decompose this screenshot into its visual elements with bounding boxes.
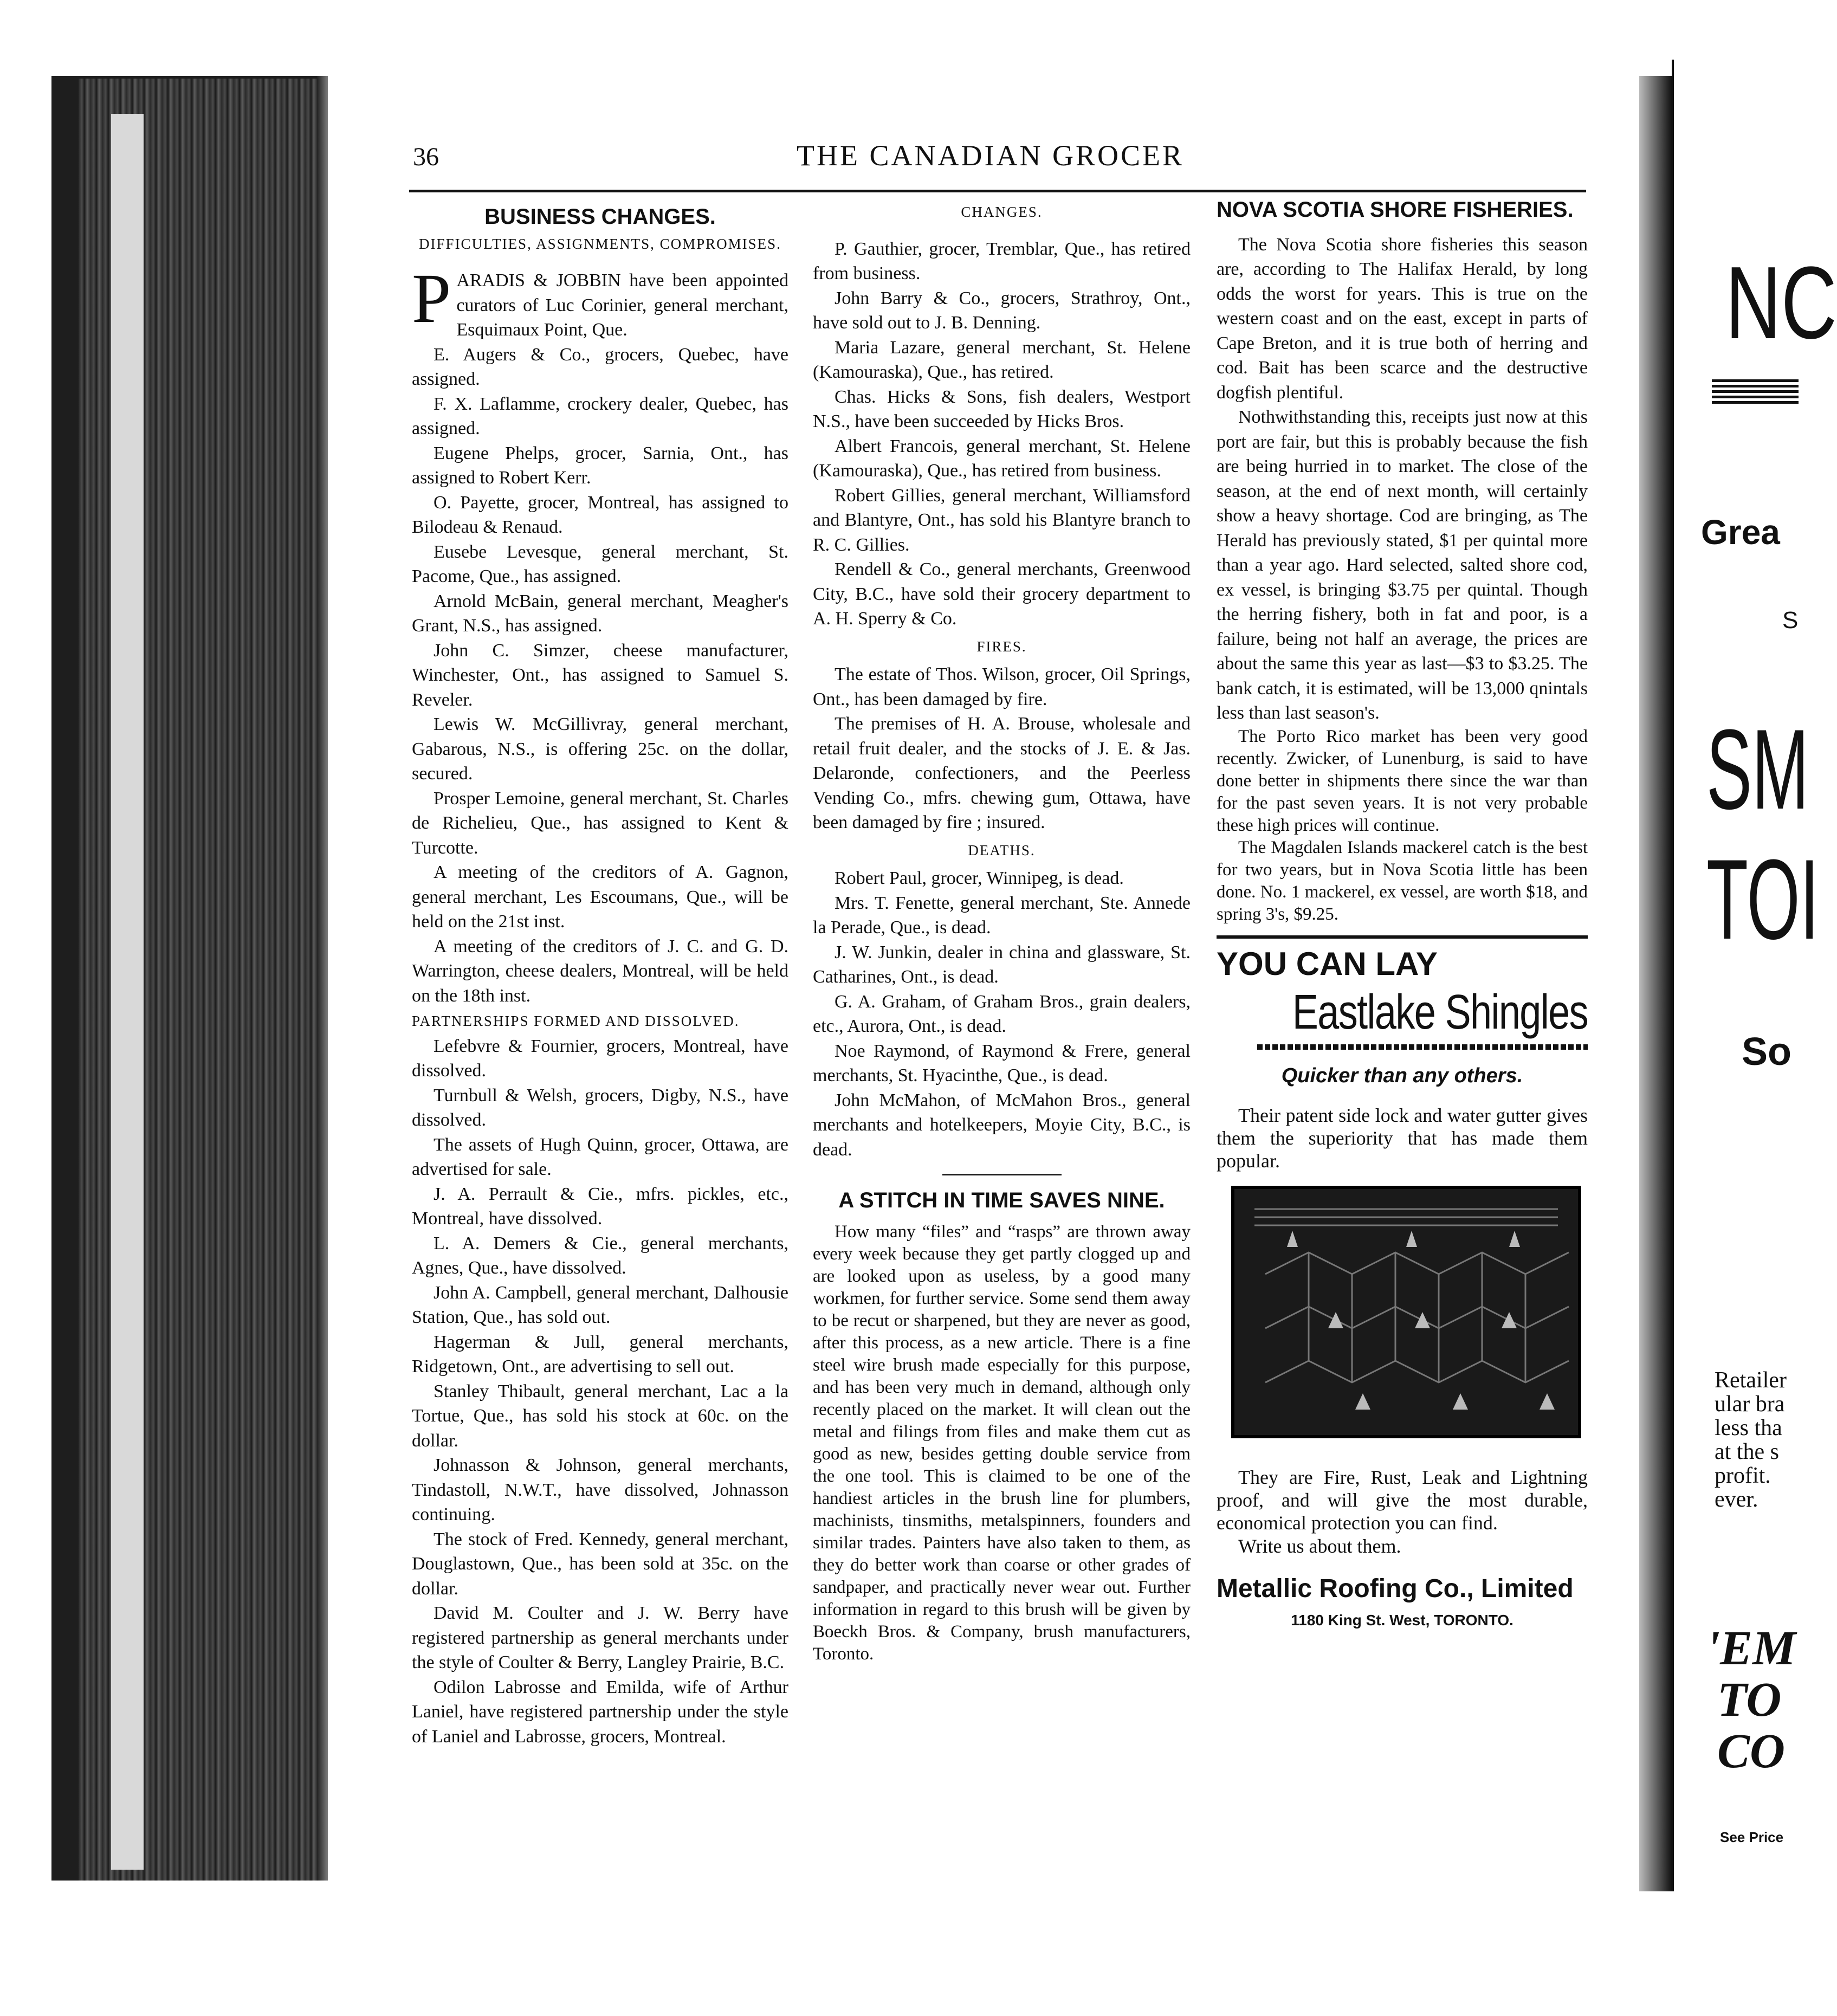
right-line-3: S [1782,607,1799,634]
entry-paragraph: David M. Coulter and J. W. Berry have registered partnership as general merchants under the style of Coulter & Berry, Langley Prairie, B.C. [412,1603,788,1672]
right-para-line: ular bra [1715,1392,1785,1417]
right-line-9: CO [1717,1724,1786,1778]
right-line-7: 'EM [1706,1621,1796,1675]
entry-paragraph: The estate of Thos. Wilson, grocer, Oil Springs, Ont., has been damaged by fire. [813,664,1191,709]
entry-paragraph: Johnasson & Johnson, general merchants, Tindastoll, N.W.T., have dissolved, Johnasson continuing. [412,1455,788,1524]
right-line-1: NC [1725,245,1837,360]
entry-paragraph: Turnbull & Welsh, grocers, Digby, N.S., have dissolved. [412,1085,788,1130]
section-separator [942,1174,1062,1175]
entry-paragraph: Odilon Labrosse and Emilda, wife of Arthur Laniel, have registered partnership under the style of Laniel and Labrosse, grocers, Montreal. [412,1677,788,1747]
nova-scotia-heading: NOVA SCOTIA SHORE FISHERIES. [1217,198,1574,222]
right-gutter [1639,76,1672,1891]
ns-paragraph: Nothwithstanding this, receipts just now at this port are fair, but this is probably because the fish are being hurried in to market. The close of the season, at the end of next month, will certainly show a heavy shortage. Cod are bringing, as The Herald has previously stated, $1 per quintal more than a year ago. Hard selected, salted shore cod, ex vessel, is bringing $3.75 per quintal. Though the herring fishery, both in fat and poor, is a failure, being not half an average, the prices are about the same this year as last—$3 to $3.25. The bank catch, it is estimated, will be 13,000 qnintals less than last season's. [1217,407,1588,723]
right-rules [1712,379,1799,404]
entry-paragraph: Rendell & Co., general merchants, Greenwood City, B.C., have sold their grocery department to A. H. Sperry & Co. [813,559,1191,629]
ad-address: 1180 King St. West, TORONTO. [1291,1611,1513,1629]
right-para-line: ever. [1715,1487,1758,1512]
entry-paragraph: Stanley Thibault, general merchant, Lac a la Tortue, Que., has sold his stock at 60c. on the dollar. [412,1381,788,1451]
page-number: 36 [413,143,439,171]
entry-paragraph: Lewis W. McGillivray, general merchant, Gabarous, N.S., is offering 25c. on the dollar, secured. [412,714,788,784]
stitch-body: How many “files” and “rasps” are thrown away every week because they get partly clogged up and are looked upon as useless, by a good many workmen, for further service. Some send them away to be recut or sharpened, but they are never as good, after this process, as a new article. There is a fine steel wire brush made especially for this purpose, and has been very much in demand, although only recently placed on the market. It will clean out the metal and filings from files and make them cut as good as new, besides getting double service from the one tool. This is claimed to be one of the handiest articles in the brush line for plumbers, machinists, tinsmiths, metalspinners, founders and similar trades. Painters have also taken to them, as they do better work than coarse or other grades of sandpaper, and practically never wear out. Further information in regard to this brush will be given by Boeckh Bros. & Company, brush manufacturers, Toronto. [813,1222,1191,1664]
ns-paragraph: The Porto Rico market has been very good recently. Zwicker, of Lunenburg, is said to have done better in shipments there since the war than for the past seven years. It is not very probable these high prices will continue. [1217,726,1588,835]
ad-body-2: They are Fire, Rust, Leak and Lightning proof, and will give the most durable, economical protection you can find. [1217,1466,1588,1534]
entry-paragraph: J. A. Perrault & Cie., mfrs. pickles, etc., Montreal, have dissolved. [412,1184,788,1229]
right-page-partial [1672,60,1837,1891]
deaths-list [813,866,1191,1162]
right-line-5: TOI [1706,836,1819,963]
first-entry-text: ARADIS & JOBBIN have been appointed curators of Luc Corinier, general merchant, Esquimaux Point, Que. [456,270,788,340]
ad-write-us: Write us about them. [1238,1535,1401,1557]
entry-paragraph: E. Augers & Co., grocers, Quebec, have assigned. [412,344,788,389]
changes-list [813,237,1191,631]
ad-body-1: Their patent side lock and water gutter gives them the superiority that has made them popular. [1217,1104,1588,1172]
shingle-illustration [1233,1187,1580,1437]
entry-paragraph: Arnold McBain, general merchant, Meagher's Grant, N.S., has assigned. [412,591,788,636]
column-changes [813,198,1191,1665]
entry-paragraph: O. Payette, grocer, Montreal, has assigned to Bilodeau & Renaud. [412,492,788,537]
right-line-8: TO [1717,1673,1782,1727]
right-line-6: So [1742,1030,1792,1074]
page-edges-highlight [111,114,144,1870]
partnerships-heading: PARTNERSHIPS FORMED AND DISSOLVED. [412,1013,740,1029]
ns-paragraph: The Magdalen Islands mackerel catch is the best for two years, but in Nova Scotia little has been done. No. 1 mackerel, ex vessel, are worth $18, and spring 3's, $9.25. [1217,837,1588,924]
right-line-4: SM [1706,706,1809,833]
right-para-line: Retailer [1715,1368,1787,1393]
right-para-line: profit. [1715,1463,1771,1488]
running-title: THE CANADIAN GROCER [797,139,1184,172]
entry-paragraph: Hagerman & Jull, general merchants, Ridgetown, Ont., are advertising to sell out. [412,1332,788,1377]
entry-paragraph: Robert Gillies, general merchant, Williamsford and Blantyre, Ont., has sold his Blantyre branch to R. C. Gillies. [813,485,1191,555]
stitch-heading: A STITCH IN TIME SAVES NINE. [838,1188,1165,1212]
entry-paragraph: Noe Raymond, of Raymond & Frere, general merchants, St. Hyacinthe, Que., is dead. [813,1041,1191,1085]
header-rule [409,190,1586,192]
ad-divider [1217,935,1588,939]
entry-paragraph: Lefebvre & Fournier, grocers, Montreal, have dissolved. [412,1036,788,1081]
right-line-2: Grea [1701,513,1780,552]
entry-paragraph: A meeting of the creditors of J. C. and G. D. Warrington, cheese dealers, Montreal, will be held on the 18th inst. [412,936,788,1006]
fires-list [813,662,1191,835]
deaths-heading: DEATHS. [968,842,1036,858]
entry-paragraph: The stock of Fred. Kennedy, general merchant, Douglastown, Que., has been sold at 35c. on the dollar. [412,1529,788,1599]
ad-tagline: Quicker than any others. [1281,1064,1523,1087]
difficulties-list [412,343,788,1009]
partnerships-list [412,1034,788,1749]
entry-paragraph: Eusebe Levesque, general merchant, St. Pacome, Que., has assigned. [412,541,788,586]
first-entry [412,260,788,343]
right-para-line: at the s [1715,1439,1779,1464]
difficulties-heading: DIFFICULTIES, ASSIGNMENTS, COMPROMISES. [419,235,781,252]
changes-heading: CHANGES. [961,204,1043,220]
column-nova-scotia [1217,198,1588,1632]
entry-paragraph: F. X. Laflamme, crockery dealer, Quebec, has assigned. [412,393,788,438]
right-paragraph [1715,1368,1787,1511]
right-foot: See Price [1720,1829,1784,1845]
entry-paragraph: John McMahon, of McMahon Bros., general merchants and hotelkeepers, Moyie City, B.C., is dead. [813,1090,1191,1160]
fires-heading: FIRES. [976,638,1027,655]
entry-paragraph: Chas. Hicks & Sons, fish dealers, Westport N.S., have been succeeded by Hicks Bros. [813,386,1191,431]
entry-paragraph: John A. Campbell, general merchant, Dalhousie Station, Que., has sold out. [412,1282,788,1327]
entry-paragraph: P. Gauthier, grocer, Tremblar, Que., has retired from business. [813,238,1191,283]
column-business-changes [412,205,788,1749]
entry-paragraph: Mrs. T. Fenette, general merchant, Ste. Annede la Perade, Que., is dead. [813,893,1191,938]
eastlake-ad [1217,945,1588,1633]
entry-paragraph: John C. Simzer, cheese manufacturer, Winchester, Ont., has assigned to Samuel S. Reveler. [412,640,788,710]
entry-paragraph: Eugene Phelps, grocer, Sarnia, Ont., has assigned to Robert Kerr. [412,443,788,488]
business-changes-heading: BUSINESS CHANGES. [484,205,716,229]
entry-paragraph: L. A. Demers & Cie., general merchants, Agnes, Que., have dissolved. [412,1233,788,1278]
entry-paragraph: J. W. Junkin, dealer in china and glassware, St. Catharines, Ont., is dead. [813,942,1191,987]
ns-paragraph: The Nova Scotia shore fisheries this season are, according to The Halifax Herald, by long odds the worst for years. This is true on the western coast and on the east, except in parts of Cape Breton, and it is true both of herring and cod. Bait has been scarce and the destructive dogfish plentiful. [1217,234,1588,403]
right-para-line: less tha [1715,1416,1782,1440]
ad-headline: YOU CAN LAY [1217,945,1438,982]
drop-cap: P [412,260,451,338]
entry-paragraph: The premises of H. A. Brouse, wholesale and retail fruit dealer, and the stocks of J. E. & Jas. Delaronde, confectioners, and the Peerless Vending Co., mfrs. chewing gum, Ottawa, have been damaged by fire ; insured. [813,714,1191,832]
entry-paragraph: G. A. Graham, of Graham Bros., grain dealers, etc., Aurora, Ont., is dead. [813,991,1191,1036]
entry-paragraph: Maria Lazare, general merchant, St. Helene (Kamouraska), Que., has retired. [813,337,1191,382]
entry-paragraph: Albert Francois, general merchant, St. Helene (Kamouraska), Que., has retired from business. [813,436,1191,481]
ad-company-name: Metallic Roofing Co., Limited [1217,1574,1574,1603]
entry-paragraph: Robert Paul, grocer, Winnipeg, is dead. [835,868,1124,888]
ad-product-name: Eastlake Shingles [1292,985,1588,1039]
entry-paragraph: Prosper Lemoine, general merchant, St. Charles de Richelieu, Que., has assigned to Kent & Turcotte. [412,788,788,858]
entry-paragraph: A meeting of the creditors of A. Gagnon, general merchant, Les Escoumans, Que., will be held on the 21st inst. [412,862,788,932]
entry-paragraph: The assets of Hugh Quinn, grocer, Ottawa, are advertised for sale. [412,1134,788,1179]
ad-product-underline [1257,1044,1588,1050]
entry-paragraph: John Barry & Co., grocers, Strathroy, Ont., have sold out to J. B. Denning. [813,288,1191,333]
